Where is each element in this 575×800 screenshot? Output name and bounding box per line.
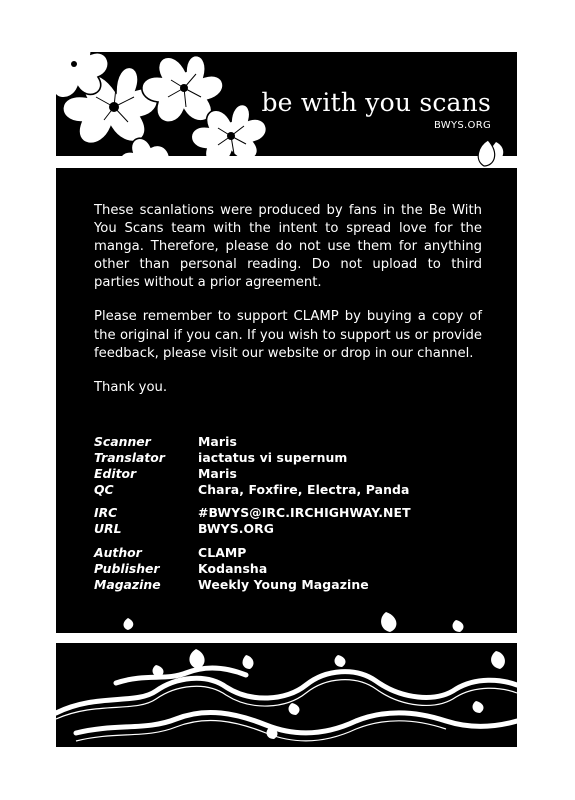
credit-label: Translator bbox=[94, 450, 165, 466]
notice-paragraph: These scanlations were produced by fans in the Be With You Scans team with the intent to spread love for the manga. Therefore, please do not use them for anything other than personal reading. Do not upload to third parties without a prior agreement. bbox=[94, 203, 482, 291]
credit-label: IRC bbox=[94, 505, 118, 521]
credit-value: iactatus vi supernum bbox=[198, 450, 348, 466]
credit-row bbox=[94, 505, 494, 521]
irc-channel-link[interactable]: #BWYS@IRC.IRCHIGHWAY.NET bbox=[198, 505, 411, 521]
notice-paragraph: Please remember to support CLAMP by buying a copy of the original if you can. If you wish to support us or provide feedback, please visit our website or drop in our channel. bbox=[94, 309, 482, 361]
credit-label: Publisher bbox=[94, 560, 160, 576]
credit-label: Editor bbox=[94, 466, 137, 482]
credit-row bbox=[94, 521, 494, 537]
credit-label: URL bbox=[94, 521, 122, 537]
credit-value: Maris bbox=[198, 434, 237, 449]
petal-icon bbox=[56, 608, 517, 633]
website-link[interactable]: BWYS.ORG bbox=[198, 521, 275, 537]
credit-label: Magazine bbox=[94, 576, 161, 592]
credit-value: Maris bbox=[198, 466, 237, 482]
credit-value: Kodansha bbox=[198, 560, 268, 576]
credit-row bbox=[94, 545, 494, 561]
credits-table bbox=[94, 434, 494, 593]
notice-panel bbox=[56, 168, 517, 633]
footer-banner bbox=[56, 643, 517, 747]
credit-label: QC bbox=[94, 482, 114, 498]
credit-row bbox=[94, 450, 494, 466]
credit-row bbox=[94, 434, 494, 450]
credit-row bbox=[94, 466, 494, 482]
credit-row bbox=[94, 561, 494, 577]
credit-label: Author bbox=[94, 544, 142, 560]
wave-illustration bbox=[56, 643, 517, 747]
notice-text bbox=[94, 202, 482, 413]
credit-row bbox=[94, 577, 494, 593]
credit-value: CLAMP bbox=[198, 544, 247, 560]
credit-value: Chara, Foxfire, Electra, Panda bbox=[198, 482, 410, 498]
credit-row bbox=[94, 482, 494, 498]
notice-thanks: Thank you. bbox=[94, 379, 168, 395]
header-banner bbox=[56, 52, 517, 156]
site-url: BWYS.ORG bbox=[434, 120, 491, 131]
site-title: be with you scans bbox=[261, 88, 491, 117]
credit-value: Weekly Young Magazine bbox=[198, 576, 369, 592]
credit-label: Scanner bbox=[94, 434, 151, 449]
